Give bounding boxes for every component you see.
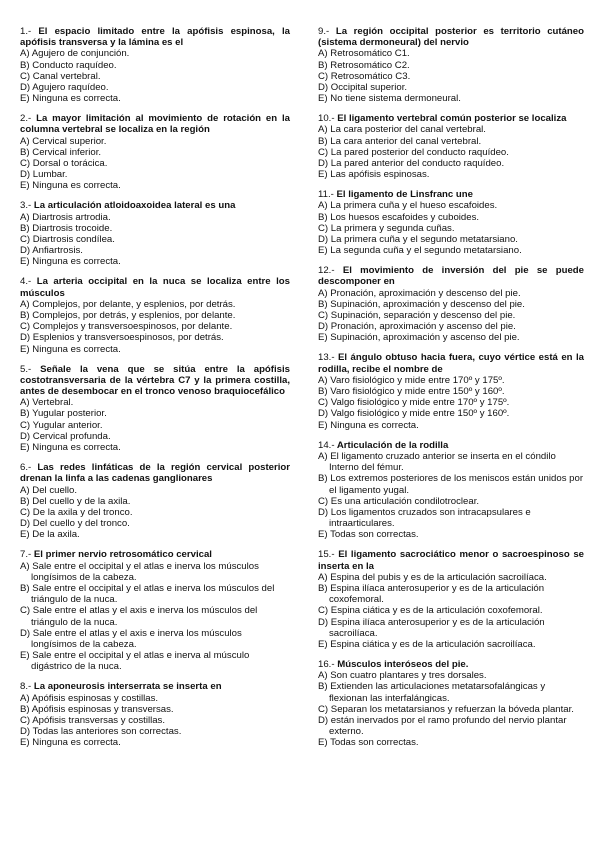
option-c: C) Diartrosis condílea. (20, 234, 115, 246)
option-e: E) De la axila. (20, 529, 80, 541)
option-b: B) Conducto raquídeo. (20, 59, 117, 71)
option-e: E) Ninguna es correcta. (20, 442, 121, 454)
option-e: E) Ninguna es correcta. (20, 343, 121, 355)
question-text: Señale la vena que se sitúa entre la apófisis costotransversaria de la vértebra C7 y la primera costilla, antes de desembocar en el tronco venoso braquiocefálico (20, 363, 290, 398)
option-c: C) Es una articulación condilotroclear. (318, 495, 480, 507)
question-1 (20, 26, 290, 104)
question-text: La región occipital posterior es territorio cutáneo (sistema dermoneural) del nervio (318, 26, 584, 49)
question-11 (318, 189, 584, 256)
option-a: A) Del cuello. (20, 484, 78, 496)
option-c: C) De la axila y del tronco. (20, 506, 133, 518)
question-number: 13.- (318, 352, 335, 364)
question-3 (20, 200, 290, 267)
question-title (20, 26, 290, 48)
option-c: C) Separan los metatarsianos y refuerzan la bóveda plantar. (318, 703, 574, 715)
question-number: 7.- (20, 549, 32, 561)
option-b: B) Yugular posterior. (20, 408, 107, 420)
option-c: C) La pared posterior del conducto raquídeo. (318, 146, 509, 158)
option-e: E) Todas son correctas. (318, 529, 419, 541)
option-b: B) Supinación, aproximación y descenso del pie. (318, 298, 525, 310)
question-14 (318, 440, 584, 541)
option-e: E) La segunda cuña y el segundo metatarsiano. (318, 245, 522, 257)
question-number: 4.- (20, 276, 32, 288)
question-number: 3.- (20, 200, 32, 212)
question-title (318, 113, 584, 124)
question-text: Músculos interóseos del pie. (337, 658, 469, 670)
option-a: A) El ligamento cruzado anterior se inserta en el cóndilo Interno del fémur. (318, 450, 556, 474)
question-text: El ligamento vertebral común posterior se localiza (337, 113, 567, 125)
question-title (20, 200, 290, 211)
question-number: 2.- (20, 113, 32, 125)
option-c: C) Retrosomático C3. (318, 70, 411, 82)
option-c: C) Apófisis transversas y costillas. (20, 714, 166, 726)
question-text: La mayor limitación al movimiento de rotación en la columna vertebral se localiza en la región (20, 113, 291, 136)
option-c: C) Supinación, separación y descenso del pie. (318, 310, 516, 322)
option-a: A) Agujero de conjunción. (20, 48, 130, 60)
option-d: D) Cervical profunda. (20, 430, 111, 442)
option-d: D) Todas las anteriores son correctas. (20, 726, 182, 738)
option-a: A) Diartrosis artrodia. (20, 211, 111, 223)
question-number: 9.- (318, 26, 330, 37)
question-text: El ángulo obtuso hacia fuera, cuyo vértice está en la rodilla, recibe el nombre de (318, 352, 584, 375)
question-title (318, 265, 584, 287)
option-e: E) Ninguna es correcta. (20, 256, 121, 268)
option-b: B) Cervical inferior. (20, 146, 102, 158)
option-c: C) Dorsal o torácica. (20, 158, 108, 170)
question-text: La aponeurosis interserrata se inserta en (33, 681, 222, 693)
question-number: 14.- (318, 439, 335, 451)
question-number: 16.- (318, 658, 335, 670)
right-column (318, 26, 584, 757)
option-b: B) Del cuello y de la axila. (20, 495, 131, 507)
question-text: El ligamento sacrociático menor o sacroespinoso se inserta en la (318, 549, 584, 572)
question-text: La articulación atloidoaxoidea lateral es una (33, 200, 236, 212)
option-b: B) Retrosomático C2. (318, 59, 410, 71)
option-c: C) Valgo fisiológico y mide entre 170º y 175º. (318, 397, 510, 409)
option-d: D) Agujero raquídeo. (20, 82, 109, 94)
option-e: E) Todas son correctas. (318, 737, 419, 749)
option-b: B) Espina ilíaca anterosuperior y es de la articulación coxofemoral. (318, 582, 545, 606)
question-title (20, 681, 290, 692)
question-9 (318, 26, 584, 104)
question-number: 12.- (318, 265, 335, 277)
option-b: B) Varo fisiológico y mide entre 150º y 160º. (318, 386, 505, 398)
option-a: A) La cara posterior del canal vertebral. (318, 124, 486, 136)
question-title (20, 113, 290, 135)
question-number: 11.- (318, 189, 334, 201)
option-d: D) La primera cuña y el segundo metatarsiano. (318, 234, 518, 246)
question-7 (20, 549, 290, 672)
option-c: C) Yugular anterior. (20, 419, 103, 431)
option-d: D) La pared anterior del conducto raquídeo. (318, 158, 505, 170)
option-b: B) Extienden las articulaciones metatarsofalángicas y flexionan las interfalángicas. (318, 681, 546, 704)
option-c: C) Canal vertebral. (20, 70, 101, 82)
question-text: El movimiento de inversión del pie se puede descomponer en (318, 265, 584, 288)
question-number: 6.- (20, 462, 32, 474)
option-e: E) No tiene sistema dermoneural. (318, 93, 461, 105)
option-e: E) Ninguna es correcta. (20, 93, 121, 105)
option-d: D) están inervados por el ramo profundo del nervio plantar externo. (318, 714, 567, 738)
option-b: B) Diartrosis trocoide. (20, 222, 113, 234)
option-b: B) Los extremos posteriores de los meniscos están unidos por el ligamento yugal. (318, 473, 584, 496)
question-text: El espacio limitado entre la apófisis espinosa, la apófisis transversa y la lámina es el (20, 26, 290, 49)
option-a: A) Son cuatro plantares y tres dorsales. (318, 670, 487, 682)
option-a: A) Complejos, por delante, y esplenios, por detrás. (20, 298, 236, 310)
question-title (318, 440, 584, 451)
option-e: E) Ninguna es correcta. (318, 419, 419, 431)
option-e: E) Supinación, aproximación y ascenso del pie. (318, 332, 520, 344)
question-title (318, 659, 584, 670)
question-title (318, 26, 584, 48)
option-a: A) Vertebral. (20, 397, 74, 409)
option-d: D) Occipital superior. (318, 82, 408, 94)
question-title (20, 462, 290, 484)
question-number: 1.- (20, 26, 32, 37)
option-a: A) La primera cuña y el hueso escafoides. (318, 200, 498, 212)
question-text: Las redes linfáticas de la región cervical posterior drenan la linfa a las cadenas ganglionares (20, 462, 290, 485)
option-d: D) Esplenios y transversoespinosos, por detrás. (20, 332, 224, 344)
question-16 (318, 659, 584, 749)
option-d: D) Lumbar. (20, 169, 68, 181)
question-4 (20, 276, 290, 354)
question-title (20, 549, 290, 560)
question-text: Articulación de la rodilla (336, 439, 449, 451)
question-title (318, 189, 584, 200)
question-title (20, 276, 290, 298)
option-b: B) Apófisis espinosas y transversas. (20, 703, 174, 715)
option-b: B) Los huesos escafoides y cuboides. (318, 211, 480, 223)
question-15 (318, 549, 584, 650)
question-12 (318, 265, 584, 343)
option-b: B) La cara anterior del canal vertebral. (318, 135, 482, 147)
option-b: B) Complejos, por detrás, y esplenios, por delante. (20, 310, 236, 322)
option-a: A) Varo fisiológico y mide entre 170º y 175º. (318, 374, 505, 386)
option-a: A) Pronación, aproximación y descenso del pie. (318, 287, 521, 299)
question-title (20, 364, 290, 398)
question-13 (318, 352, 584, 430)
option-e: E) Sale entre el occipital y el atlas e inerva al músculo digástrico de la nuca. (20, 650, 250, 673)
question-number: 8.- (20, 681, 32, 693)
option-d: D) Pronación, aproximación y ascenso del pie. (318, 321, 516, 333)
question-title (318, 549, 584, 571)
option-a: A) Espina del pubis y es de la articulación sacroilíaca. (318, 571, 547, 583)
question-6 (20, 462, 290, 540)
question-10 (318, 113, 584, 180)
option-d: D) Espina ilíaca anterosuperior y es de la articulación sacroilíaca. (318, 616, 545, 639)
option-d: D) Del cuello y del tronco. (20, 518, 130, 530)
option-e: E) Ninguna es correcta. (20, 180, 121, 192)
option-e: E) Espina ciática y es de la articulación sacroilíaca. (318, 638, 536, 650)
option-a: A) Apófisis espinosas y costillas. (20, 692, 159, 704)
question-number: 10.- (318, 113, 335, 125)
option-e: E) Las apófisis espinosas. (318, 169, 430, 181)
option-a: A) Cervical superior. (20, 135, 107, 147)
question-2 (20, 113, 290, 191)
option-c: C) La primera y segunda cuñas. (318, 222, 455, 234)
option-d: D) Valgo fisiológico y mide entre 150º y 160º. (318, 408, 510, 420)
question-text: El primer nervio retrosomático cervical (33, 549, 212, 561)
option-c: C) Espina ciática y es de la articulación coxofemoral. (318, 605, 543, 617)
option-c: C) Sale entre el atlas y el axis e inerva los músculos del triángulo de la nuca. (20, 605, 258, 628)
option-d: D) Anfiartrosis. (20, 245, 83, 257)
question-number: 5.- (20, 363, 32, 375)
option-a: A) Sale entre el occipital y el atlas e inerva los músculos longísimos de la cabeza. (20, 560, 259, 583)
option-c: C) Complejos y transversoespinosos, por delante. (20, 321, 233, 333)
option-d: D) Sale entre el atlas y el axis e inerva los músculos longísimos de la cabeza. (20, 627, 242, 650)
option-d: D) Los ligamentos cruzados son intracapsulares e intraarticulares. (318, 506, 531, 530)
option-a: A) Retrosomático C1. (318, 48, 410, 60)
option-e: E) Ninguna es correcta. (20, 737, 121, 749)
question-number: 15.- (318, 549, 335, 561)
question-title (318, 352, 584, 374)
question-text: La arteria occipital en la nuca se localiza entre los músculos (20, 276, 290, 299)
question-text: El ligamento de Linsfranc une (336, 189, 473, 201)
option-b: B) Sale entre el occipital y el atlas e inerva los músculos del triángulo de la nuca. (20, 582, 275, 606)
left-column (20, 26, 290, 757)
question-5 (20, 364, 290, 454)
question-8 (20, 681, 290, 748)
